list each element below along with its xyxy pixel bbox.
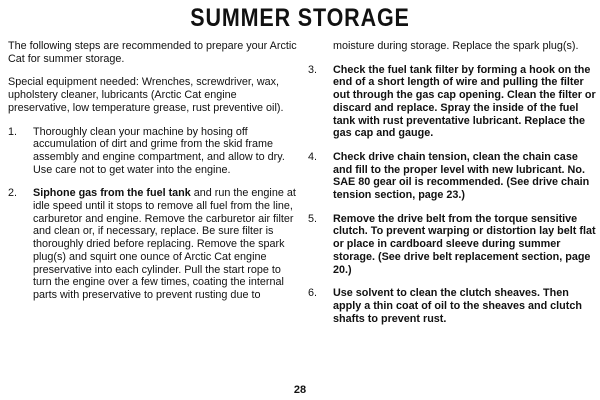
- page-number: 28: [293, 384, 307, 396]
- step-1-text: Thoroughly clean your machine by hosing off accumulation of dirt and grime from the skid frame assembly and engine compartment, and allow to dry. Use care not to get water into the engine.: [33, 125, 285, 176]
- step-5-number: 5.: [308, 212, 318, 225]
- equipment-paragraph: Special equipment needed: Wrenches, screwdriver, wax, upholstery cleaner, lubricants (Arctic Cat engine preservative, low temperature grease, rust preventive oil).: [8, 76, 284, 114]
- step-2-text: and run the engine at idle speed until it stops to remove all fuel from the line, carburetor and engine. Remove the carburetor air filter and clean or, if necessary, replace. Be sure filter is thoroughly dried before replacing. Remove the spark plug(s) and squirt one ounce of Arctic Cat engine preservative into each cylinder. Pull the start rope to turn the engine over a few times, coating the internal parts with preservative to prevent rusting due to: [33, 187, 296, 301]
- step-5-text: Remove the drive belt from the torque sensitive clutch. To prevent warping or distortion lay belt flat or place in cardboard sleeve during summer storage. (See drive belt replacement section, page 20.): [333, 212, 596, 276]
- step-2-continued: moisture during storage. Replace the spark plug(s).: [333, 40, 579, 52]
- step-1-number: 1.: [8, 125, 18, 138]
- step-2-lead: Siphone gas from the fuel tank: [33, 187, 191, 200]
- step-2-body: [33, 187, 298, 301]
- step-3-text: Check the fuel tank filter by forming a hook on the end of a short length of wire and pulling the filter out through the gas cap opening. Clean the filter or discard and replace. Spray the inside of the fuel tank with rust preventative lubricant. Replace the gas cap and gauge.: [333, 63, 596, 140]
- left-column: [8, 40, 298, 313]
- step-1: [8, 126, 298, 177]
- step-3: [308, 64, 598, 140]
- step-4-text: Check drive chain tension, clean the chain case and fill to the proper level with new lubricant. No. SAE 80 gear oil is recommended. (See drive chain tension section, page 23.): [333, 150, 590, 202]
- step-6: [308, 287, 598, 325]
- step-4-number: 4.: [308, 150, 318, 163]
- step-6-text: Use solvent to clean the clutch sheaves. Then apply a thin coat of oil to the sheaves and clutch shafts to prevent rust.: [333, 287, 582, 325]
- step-5: [308, 213, 598, 277]
- intro-paragraph: The following steps are recommended to prepare your Arctic Cat for summer storage.: [8, 40, 297, 65]
- step-3-number: 3.: [308, 63, 318, 76]
- step-4: [308, 151, 598, 202]
- page-title: SUMMER STORAGE: [190, 4, 410, 32]
- step-6-number: 6.: [308, 287, 318, 300]
- step-2: [8, 187, 298, 301]
- step-2-number: 2.: [8, 187, 18, 200]
- right-column: [308, 40, 598, 336]
